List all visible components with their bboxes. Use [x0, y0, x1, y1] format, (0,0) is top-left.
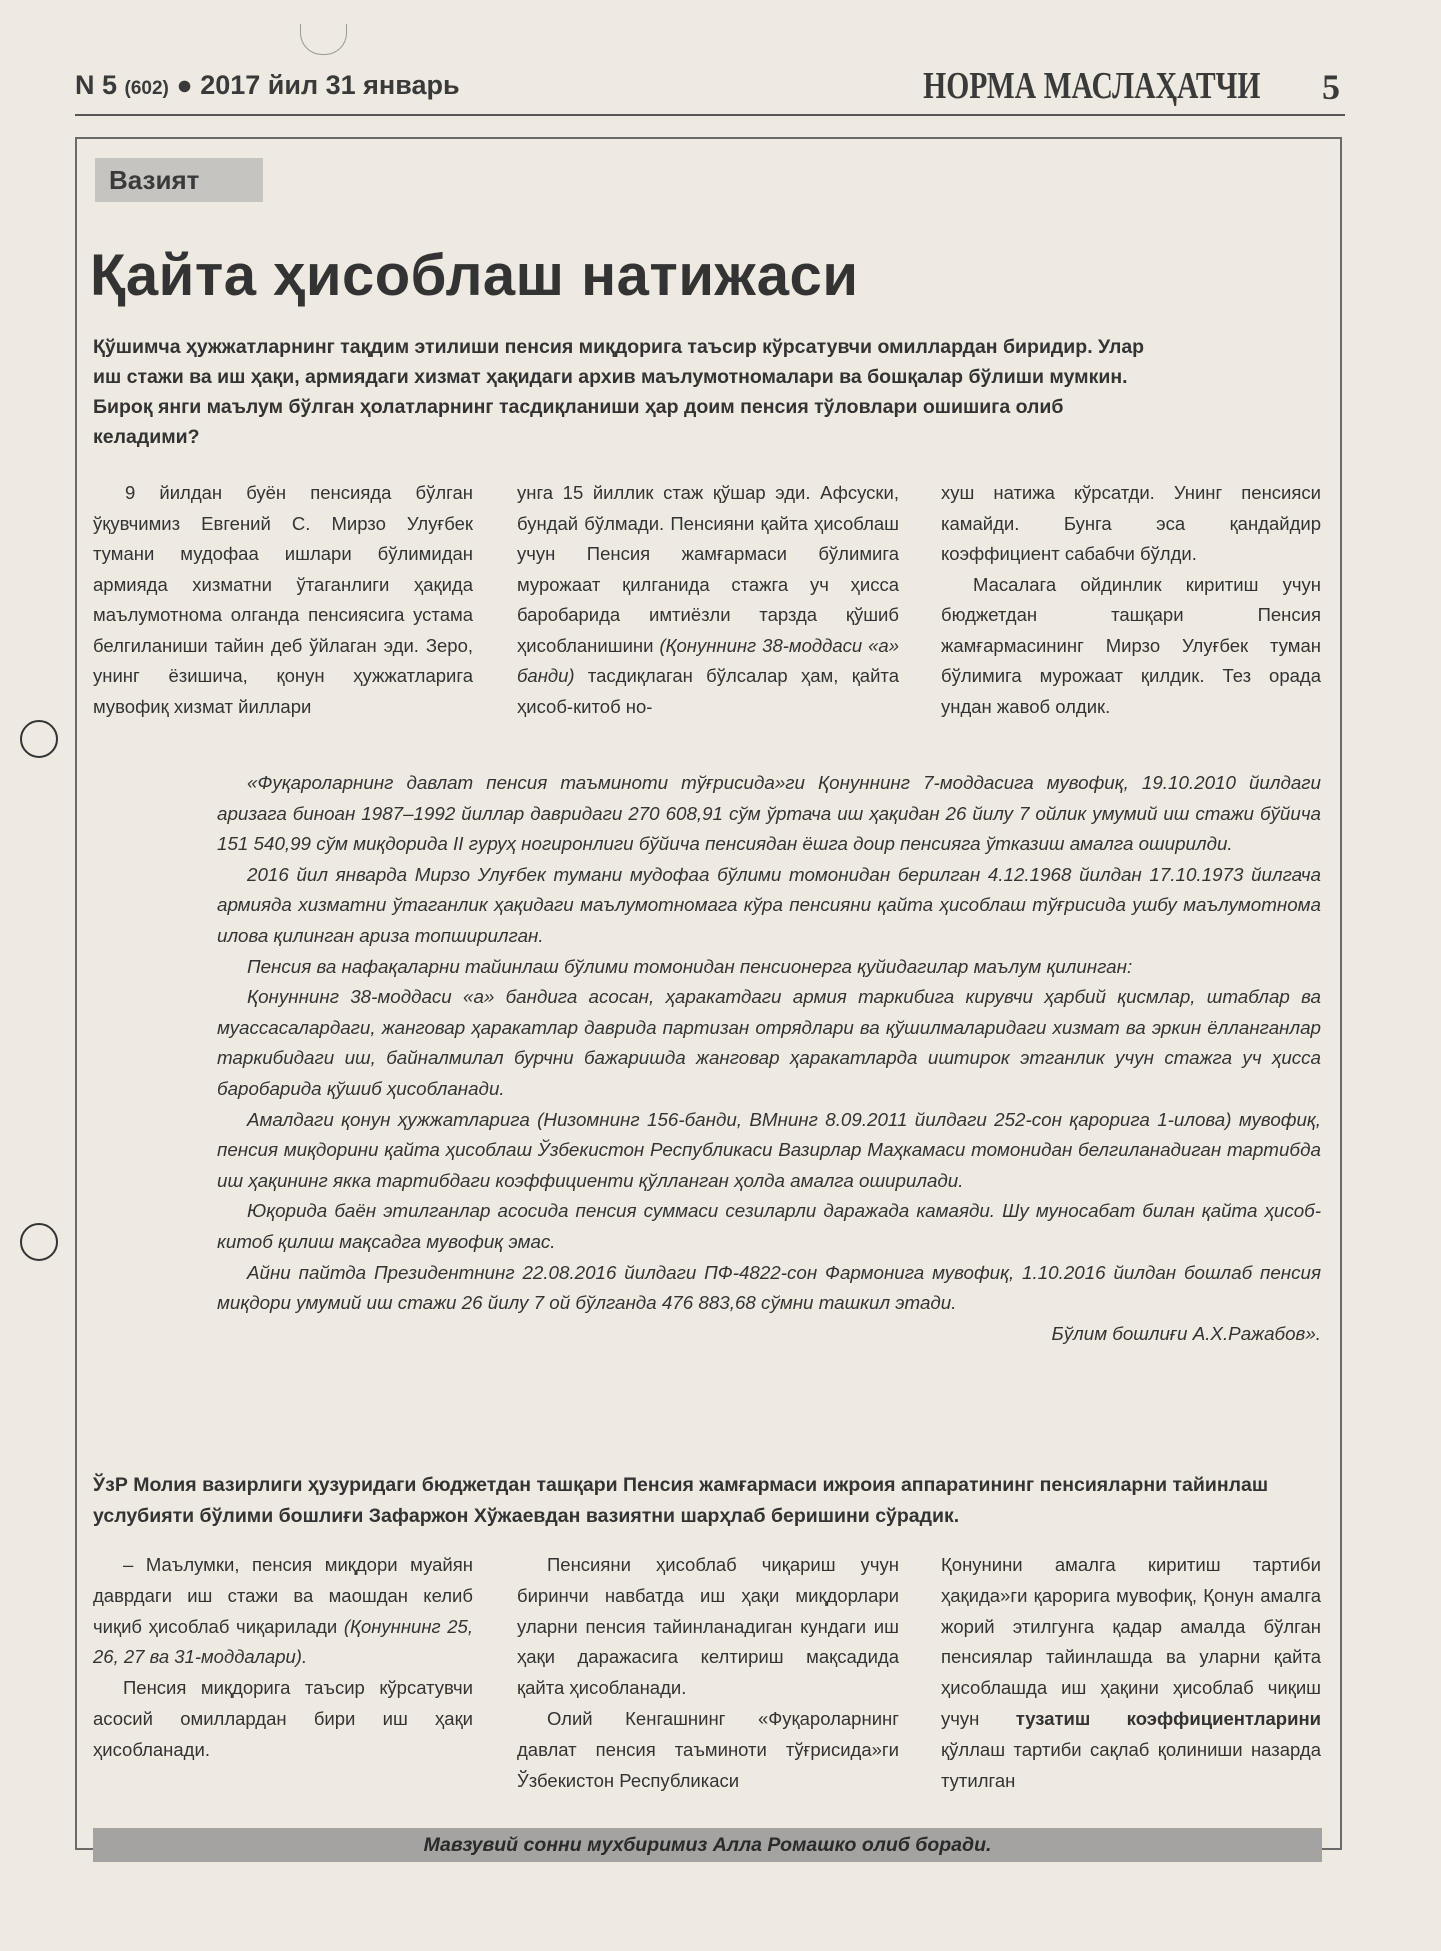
- footer-note: Мавзувий сонни мухбиримиз Алла Ромашко олиб боради.: [93, 1828, 1322, 1862]
- paragraph: Олий Кенгашнинг «Фуқароларнинг давлат пенсия таъминоти тўғрисида»ги Ўзбекистон Республикаси: [517, 1707, 899, 1791]
- text-run: қўллаш тартиби сақлаб қолиниши назарда тутилган: [941, 1738, 1321, 1791]
- text-run: – Маълумки, пенсия миқдори муайян даврдаги иш стажи ва маошдан келиб чиқиб ҳисоблаб чиқарилади: [93, 1554, 473, 1637]
- bold-term: тузатиш коэффициентларини: [1015, 1707, 1321, 1729]
- document-paragraph: Айни пайтда Президентнинг 22.08.2016 йилдаги ПФ-4822-сон Фармонига мувофиқ, 1.10.2016 йилдан бошлаб пенсия миқдори умумий иш стажи 26 йилу 7 ой бўлганда 476 883,68 сўмни ташкил этади.: [217, 1261, 1321, 1314]
- document-paragraph: 2016 йил январда Мирзо Улуғбек тумани мудофаа бўлими томонидан берилган 4.12.1968 йилдан 17.10.1973 йилгача армияда хизматни ўтаганлик ҳақидаги маълумотномага кўра пенсияни қайта ҳисоблаш тўғрисида ушбу маълумотнома илова қилинган ариза топширилган.: [217, 863, 1321, 946]
- interview-column-2: [517, 1550, 899, 1796]
- article-column-3: [941, 478, 1321, 722]
- interview-question: ЎзР Молия вазирлиги ҳузуридаги бюджетдан ташқари Пенсия жамғармаси ижроия аппаратининг пенсияларни тайинлаш услубияти бўлими бошлиғи Зафаржон Хўжаевдан вазиятни шарҳлаб беришини сўрадик.: [93, 1474, 1269, 1527]
- issue-number: (602): [124, 78, 169, 99]
- paper-crease: [300, 24, 347, 55]
- paragraph: [93, 1550, 473, 1673]
- paragraph: Пенсия миқдорига таъсир кўрсатувчи асосий омиллардан бири иш ҳақи ҳисобланади.: [93, 1677, 473, 1760]
- document-paragraph: Юқорида баён этилганлар асосида пенсия суммаси сезиларли даражада камаяди. Шу муносабат билан қайта ҳисоб-китоб қилиш мақсадга мувофиқ эмас.: [217, 1200, 1321, 1252]
- issue-info: [75, 70, 460, 101]
- interview-column-1: [93, 1550, 473, 1766]
- paragraph: 9 йилдан буён пенсияда бўлган ўқувчимиз Евгений С. Мирзо Улуғбек тумани мудофаа ишлари бўлимидан армияда хизматни ўтаганлиги ҳақида маълумотнома олганда пенсиясига устама белгиланиши тайин деб ўйлаган эди. Зеро, унинг ёзишича, қонун ҳужжатларига мувофиқ хизмат йиллари: [93, 482, 473, 717]
- reply-document: [217, 768, 1321, 1349]
- page-header: [75, 62, 1340, 114]
- paragraph: [517, 478, 899, 722]
- header-divider: [75, 114, 1345, 116]
- text-run: Қонунини амалга киритиш тартиби ҳақида»ги қарорига мувофиқ, Қонун амалга жорий этилгунга қадар амалда бўлган пенсиялар тайинлашда ва уларни қайта ҳисоблашда иш ҳақини ҳисоблаб чиқиш учун: [941, 1554, 1321, 1729]
- issue-prefix: N 5: [75, 70, 125, 100]
- document-paragraph: Амалдаги қонун ҳужжатларига (Низомнинг 156-банди, ВМнинг 8.09.2011 йилдаги 252-сон қарорига 1-илова) мувофиқ, пенсия миқдорини қайта ҳисоблаш Ўзбекистон Республикаси Вазирлар Маҳкамаси томонидан белгиланадиган тартибда иш ҳақининг якка тартибдаги коэффициенти қўлланган ҳолда амалга оширилади.: [217, 1108, 1321, 1191]
- text-run: тасдиқлаган бўлсалар ҳам, қайта ҳисоб-китоб но-: [517, 665, 899, 717]
- article-lead: Қўшимча ҳужжатларнинг тақдим этилиши пенсия миқдорига таъсир кўрсатувчи омиллардан биридир. Улар иш стажи ва иш ҳақи, армиядаги хизмат ҳақидаги архив маълумотномалари ва бошқалар бўлиши мумкин. Бироқ янги маълум бўлган ҳолатларнинг тасдиқланиши ҳар доим пенсия тўловлари ошишига олиб келадими?: [93, 336, 1145, 448]
- document-paragraph: «Фуқароларнинг давлат пенсия таъминоти тўғрисида»ги Қонуннинг 7-моддасига мувофиқ, 19.10.2010 йилдаги аризага биноан 1987–1992 йиллар давридаги 270 608,91 сўм ўртача иш ҳақидан 26 йилу 7 ойлик умумий иш стажи бўйича 151 540,99 сўм миқдорида II гуруҳ ногиронлиги бўйича пенсиядан ёшга доир пенсияга ўтказиш амалга оширилди.: [217, 772, 1321, 855]
- document-paragraph: Қонуннинг 38-моддаси «а» бандига асосан, ҳаракатдаги армия таркибига кирувчи ҳарбий қисмлар, штаблар ва муассасалардаги, жанговар ҳаракатлар даврида партизан отрядлари ва қўшилмаларидаги хизмат ва эркин ёлланганлар таркибидаги иш, байналмилал бурчни бажаришда жанговар ҳаракатларда иштирок этганлик учун стажга уч ҳисса баробарида қўшиб ҳисобланади.: [217, 986, 1321, 1099]
- page-number: 5: [1322, 67, 1340, 107]
- law-reference: (Қонуннинг 38-моддаси «а» банди): [517, 634, 899, 686]
- paragraph: Масалага ойдинлик киритиш учун бюджетдан ташқари Пенсия жамғармасининг Мирзо Улуғбек туман бўлимига мурожаат қилдик. Тез орада ундан жавоб олдик.: [941, 573, 1321, 717]
- document-paragraph: Пенсия ва нафақаларни тайинлаш бўлими томонидан пенсионерга қуйидагилар маълум қилинган:: [247, 955, 1133, 977]
- punch-hole: [20, 720, 58, 758]
- text-run: унга 15 йиллик стаж қўшар эди. Афсуски, бундай бўлмади. Пенсияни қайта ҳисоблаш учун Пенсия жамғармаси бўлимига мурожаат қилганида стажга уч ҳисса баробарида имтиёзли тарзда қўшиб ҳисобланишини: [517, 482, 899, 656]
- punch-hole: [20, 1223, 58, 1261]
- article-column-1: [93, 478, 473, 722]
- newspaper-name: НОРМА МАСЛАҲАТЧИ: [922, 65, 1260, 107]
- paragraph: [941, 1550, 1321, 1796]
- rubric-label: Вазият: [95, 158, 263, 202]
- law-reference: (Қонуннинг 25, 26, 27 ва 31-моддалари).: [93, 1615, 473, 1668]
- paragraph: хуш натижа кўрсатди. Унинг пенсияси камайди. Бунга эса қандайдир коэффициент сабабчи бўлди.: [941, 482, 1321, 564]
- interview-column-3: [941, 1550, 1321, 1796]
- paragraph: Пенсияни ҳисоблаб чиқариш учун биринчи навбатда иш ҳақи миқдорлари уларни пенсия тайинланадиган кундаги иш ҳақи даражасига келтириш мақсадида қайта ҳисобланади.: [517, 1554, 899, 1699]
- article-column-2: [517, 478, 899, 722]
- article-headline: Қайта ҳисоблаш натижаси: [90, 243, 859, 308]
- document-signature: Бўлим бошлиғи А.Х.Ражабов».: [1051, 1322, 1321, 1344]
- issue-date: ● 2017 йил 31 январь: [168, 70, 460, 100]
